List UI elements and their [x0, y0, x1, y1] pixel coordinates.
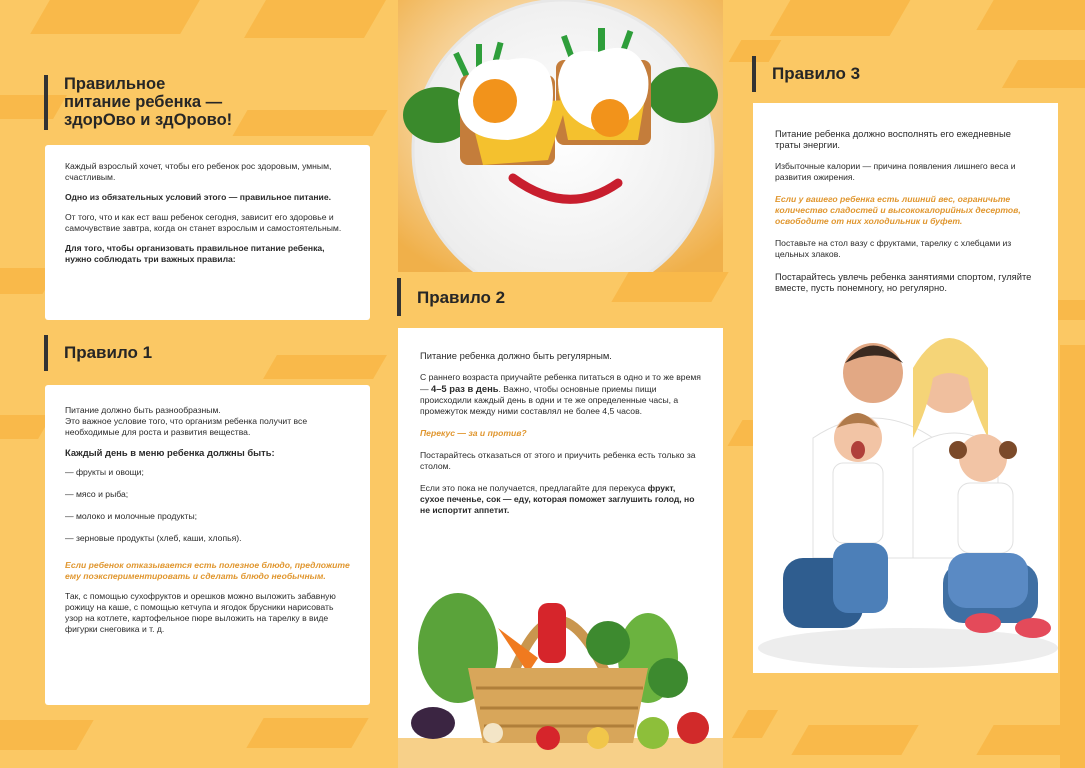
rule1-list-item: — зерновые продукты (хлеб, каши, хлопья).	[65, 533, 242, 543]
intro-paragraph: От того, что и как ест ваш ребенок сегодня, зависит его здоровье и самочувствие завтра, когда он станет взрослым и самостоятельным.	[65, 212, 342, 233]
rule1-list-item: — фрукты и овощи;	[65, 467, 144, 477]
rule3-tip: Если у вашего ребенка есть лишний вес, ограничьте количество сладостей и высококалорийных десертов, освободите от них холодильник и буфет.	[775, 194, 1021, 226]
background-stripe	[1002, 60, 1085, 88]
background-stripe	[732, 710, 778, 738]
rule2-paragraph-bold: Питание ребенка должно быть регулярным.	[420, 350, 612, 361]
rule2-text: С раннего возраста приучайте ребенка питаться в одно и то же время —	[420, 372, 701, 394]
rule3-title: Правило 3	[772, 64, 861, 83]
background-stripe	[30, 0, 200, 34]
background-stripe	[770, 0, 911, 36]
rule1-paragraph: Питание должно быть разнообразным.	[65, 405, 221, 415]
rule2-title: Правило 2	[417, 288, 506, 307]
main-title-line: здорОво и здОрово!	[64, 111, 233, 129]
rule2-paragraph	[420, 483, 701, 516]
family-photo	[753, 328, 1058, 673]
rule1-paragraph: Это важное условие того, что организм ребенка получит все необходимые для роста и развития вещества.	[65, 416, 308, 437]
background-stripe	[263, 355, 387, 379]
background-stripe	[976, 0, 1085, 30]
background-stripe	[232, 110, 387, 136]
main-title-line: Правильное	[64, 75, 166, 93]
rule1-tip: Если ребенок отказывается есть полезное блюдо, предложите ему поэкспериментировать и сделать блюдо необычным.	[65, 560, 350, 581]
intro-paragraph: Каждый взрослый хочет, чтобы его ребенок рос здоровым, умным, счастливым.	[65, 161, 332, 182]
background-stripe	[246, 718, 368, 748]
rule1-title: Правило 1	[64, 343, 153, 362]
rule1-list-item: — мясо и рыба;	[65, 489, 129, 499]
rule2-text: Если это пока не получается, предлагайте для перекуса	[420, 483, 648, 493]
intro-paragraph-bold: Одно из обязательных условий этого — правильное питание.	[65, 192, 331, 202]
right-edge-band	[1060, 345, 1085, 768]
main-title-line: питание ребенка —	[64, 93, 223, 111]
rule3-heading	[752, 56, 860, 92]
rule3-paragraph: Избыточные калории — причина появления лишнего веса и развития ожирения.	[775, 161, 1016, 182]
rule2-highlight: фрукт, сухое печенье, сок — еду, которая поможет заглушить голод, но не испортит аппетит.	[420, 483, 695, 515]
rule2-heading	[397, 278, 505, 316]
rule2-highlight: 4–5 раз в день	[430, 383, 499, 394]
breakfast-face-photo	[398, 0, 723, 272]
rule3-paragraph-bold: Постарайтесь увлечь ребенка занятиями спортом, гуляйте вместе, пусть понемногу, но регулярно.	[775, 271, 1032, 293]
rule2-subtitle: Перекус — за и против?	[420, 428, 527, 438]
vegetable-basket-photo	[398, 548, 723, 768]
rule1-heading	[44, 335, 152, 371]
background-stripe	[791, 725, 918, 755]
rule2-paragraph	[420, 372, 701, 417]
rule1-card	[45, 385, 370, 705]
rule2-paragraph: Постарайтесь отказаться от этого и приучить ребенка есть только за столом.	[420, 450, 696, 471]
rule2-card	[398, 328, 723, 768]
background-stripe	[0, 720, 94, 750]
rule3-card	[753, 103, 1058, 673]
intro-card	[45, 145, 370, 320]
rule3-paragraph: Поставьте на стол вазу с фруктами, тарелку с хлебцами из цельных злаков.	[775, 238, 1012, 259]
background-stripe	[611, 272, 728, 302]
rule3-paragraph-bold: Питание ребенка должно восполнять его ежедневные траты энергии.	[775, 128, 1011, 150]
rule1-list-item: — молоко и молочные продукты;	[65, 511, 198, 521]
intro-paragraph-bold: Для того, чтобы организовать правильное питание ребенка, нужно соблюдать три важных правила:	[65, 243, 325, 264]
rule1-list-heading: Каждый день в меню ребенка должны быть:	[65, 447, 275, 458]
background-stripe	[244, 0, 386, 38]
rule2-text: . Важно, чтобы основные приемы пищи происходили каждый день в одни и те же определенные часы, а промежуток между ними составлял не более 4,5 часов.	[420, 384, 679, 416]
rule1-paragraph: Так, с помощью сухофруктов и орешков можно выложить забавную рожицу на каше, с помощью кетчупа и ягодок брусники нарисовать узор на котлете, картофельное пюре выложить на тарелку в виде фигурки снеговика и т. д.	[65, 591, 336, 634]
main-title	[44, 75, 232, 130]
